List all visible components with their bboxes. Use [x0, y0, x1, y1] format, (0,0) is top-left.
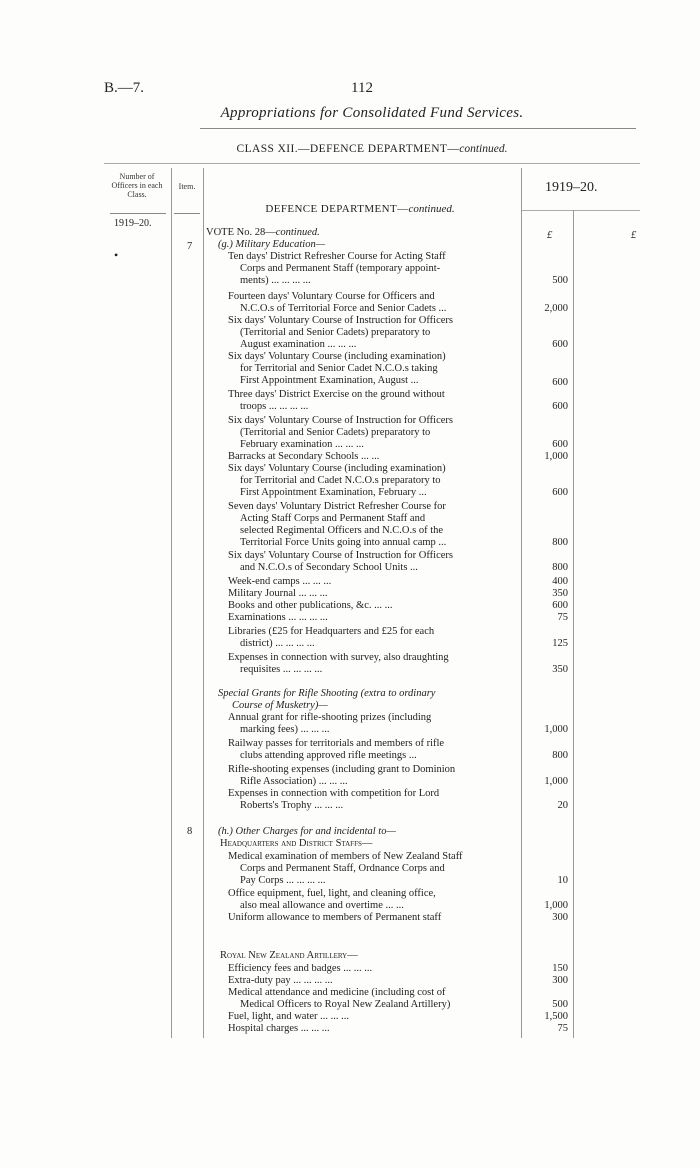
amount-value: 600: [552, 339, 568, 350]
text-line: February examination ... ... ...: [240, 439, 364, 450]
class-title: CLASS XII.—DEFENCE DEPARTMENT—continued.: [236, 143, 508, 155]
amount-value: 800: [552, 537, 568, 548]
text-line: First Appointment Examination, August ...: [240, 375, 419, 386]
header-top-rule: [104, 163, 640, 164]
text-line: Expenses in connection with survey, also draughting: [228, 652, 449, 663]
text-line: Acting Staff Corps and Permanent Staff and: [240, 513, 426, 524]
item-column-header: Item.: [178, 182, 196, 191]
text-line: Rifle-shooting expenses (including grant to Dominion: [228, 764, 456, 775]
amount-value: 300: [552, 975, 568, 986]
text-line: Pay Corps ... ... ... ...: [240, 875, 326, 886]
text-line: Six days' Voluntary Course (including examination): [228, 351, 446, 362]
amount-value: 350: [552, 664, 568, 675]
text-line: Six days' Voluntary Course (including examination): [228, 463, 446, 474]
amount-value: 1,000: [544, 776, 568, 787]
amount-value: 600: [552, 401, 568, 412]
text-line: Barracks at Secondary Schools ... ...: [228, 451, 380, 462]
text-line: troops ... ... ... ...: [240, 401, 309, 412]
item-header-rule: [174, 213, 200, 214]
text-line: (Territorial and Senior Cadets) preparatory to: [240, 427, 431, 438]
text-line: Royal New Zealand Artillery—: [220, 950, 358, 961]
dot-marker: •: [114, 248, 119, 262]
column-rule-officers: [171, 168, 172, 1038]
text-line: August examination ... ... ...: [240, 339, 357, 350]
text-line: for Territorial and Senior Cadet N.C.O.s taking: [240, 363, 438, 374]
text-line: VOTE No. 28—continued.: [206, 227, 320, 238]
officers-column-header: Number of Officers in each Class.: [111, 172, 163, 199]
text-line: (g.) Military Education—: [218, 239, 326, 250]
text-line: (Territorial and Senior Cadets) preparatory to: [240, 327, 431, 338]
text-line: Books and other publications, &c. ... ...: [228, 600, 393, 611]
amount-value: 400: [552, 576, 568, 587]
text-line: Headquarters and District Staffs—: [220, 838, 373, 849]
text-line: also meal allowance and overtime ... ...: [240, 900, 404, 911]
text-line: selected Regimental Officers and N.C.O.s of the: [240, 525, 444, 536]
text-line: district) ... ... ... ...: [240, 638, 315, 649]
text-line: Rifle Association) ... ... ...: [240, 776, 348, 787]
amount-value: 600: [552, 600, 568, 611]
amount-value: 600: [552, 377, 568, 388]
text-line: for Territorial and Cadet N.C.O.s preparatory to: [240, 475, 441, 486]
text-line: Uniform allowance to members of Permanent staff: [228, 912, 442, 923]
text-line: Seven days' Voluntary District Refresher Course for: [228, 501, 446, 512]
page-number: 112: [351, 80, 373, 96]
text-line: Six days' Voluntary Course of Instruction for Officers: [228, 415, 453, 426]
text-line: Six days' Voluntary Course of Instruction for Officers: [228, 315, 453, 326]
text-line: requisites ... ... ... ...: [240, 664, 323, 675]
text-line: Office equipment, fuel, light, and cleaning office,: [228, 888, 436, 899]
amount-value: 350: [552, 588, 568, 599]
text-line: Roberts's Trophy ... ... ...: [240, 800, 344, 811]
amount-value: 1,000: [544, 900, 568, 911]
amount-value: 1,000: [544, 724, 568, 735]
text-line: (h.) Other Charges for and incidental to—: [218, 826, 396, 837]
column-rule-amount: [573, 210, 574, 1038]
text-line: Military Journal ... ... ...: [228, 588, 328, 599]
text-line: Corps and Permanent Staff, Ordnance Corps and: [240, 863, 445, 874]
officers-year: 1919–20.: [114, 218, 152, 229]
text-line: Medical attendance and medicine (including cost of: [228, 987, 446, 998]
text-line: Fourteen days' Voluntary Course for Officers and: [228, 291, 435, 302]
text-line: ments) ... ... ... ...: [240, 275, 311, 286]
pound-symbol-right: £: [631, 230, 637, 241]
amount-value: 125: [552, 638, 568, 649]
text-line: marking fees) ... ... ...: [240, 724, 330, 735]
amount-value: 500: [552, 275, 568, 286]
text-line: Week-end camps ... ... ...: [228, 576, 332, 587]
amount-value: 1,000: [544, 451, 568, 462]
amount-value: 300: [552, 912, 568, 923]
text-line: First Appointment Examination, February ...: [240, 487, 427, 498]
text-line: Territorial Force Units going into annual camp ...: [240, 537, 447, 548]
pound-symbol-left: £: [547, 230, 553, 241]
text-line: Medical examination of members of New Zealand Staff: [228, 851, 463, 862]
text-line: Special Grants for Rifle Shooting (extra to ordinary: [218, 688, 436, 699]
department-heading: DEFENCE DEPARTMENT—continued.: [265, 203, 455, 215]
amount-value: 800: [552, 562, 568, 573]
text-line: Corps and Permanent Staff (temporary appoint-: [240, 263, 441, 274]
title-rule: [200, 128, 636, 129]
amount-value: 1,500: [544, 1011, 568, 1022]
item-number-seven: 7: [187, 241, 193, 252]
amount-value: 500: [552, 999, 568, 1010]
text-line: Three days' District Exercise on the ground without: [228, 389, 445, 400]
text-line: Annual grant for rifle-shooting prizes (including: [228, 712, 432, 723]
amount-value: 600: [552, 487, 568, 498]
text-line: N.C.O.s of Territorial Force and Senior Cadets ...: [240, 303, 447, 314]
text-line: Libraries (£25 for Headquarters and £25 for each: [228, 626, 435, 637]
year-header-rule: [522, 210, 640, 211]
text-line: Ten days' District Refresher Course for Acting Staff: [228, 251, 446, 262]
year-header: 1919–20.: [545, 180, 598, 195]
amount-value: 20: [557, 800, 568, 811]
text-line: Expenses in connection with competition for Lord: [228, 788, 440, 799]
item-number-eight: 8: [187, 826, 193, 837]
text-line: Hospital charges ... ... ...: [228, 1023, 330, 1034]
text-line: and N.C.O.s of Secondary School Units ...: [240, 562, 418, 573]
text-line: clubs attending approved rifle meetings ...: [240, 750, 417, 761]
page-title: Appropriations for Consolidated Fund Services.: [220, 105, 524, 121]
text-line: Railway passes for territorials and members of rifle: [228, 738, 445, 749]
amount-value: 10: [557, 875, 568, 886]
amount-value: 600: [552, 439, 568, 450]
amount-value: 75: [557, 612, 568, 623]
text-line: Medical Officers to Royal New Zealand Artillery): [240, 999, 451, 1010]
text-line: Extra-duty pay ... ... ... ...: [228, 975, 333, 986]
text-line: Examinations ... ... ... ...: [228, 612, 328, 623]
text-line: Efficiency fees and badges ... ... ...: [228, 963, 373, 974]
text-line: Course of Musketry)—: [232, 700, 328, 711]
amount-value: 2,000: [544, 303, 568, 314]
amount-value: 150: [552, 963, 568, 974]
page-reference: B.—7.: [104, 80, 145, 96]
text-line: Fuel, light, and water ... ... ...: [228, 1011, 350, 1022]
amount-value: 75: [557, 1023, 568, 1034]
text-line: Six days' Voluntary Course of Instruction for Officers: [228, 550, 453, 561]
column-rule-item: [203, 168, 204, 1038]
officers-header-rule: [110, 213, 166, 214]
amount-value: 800: [552, 750, 568, 761]
